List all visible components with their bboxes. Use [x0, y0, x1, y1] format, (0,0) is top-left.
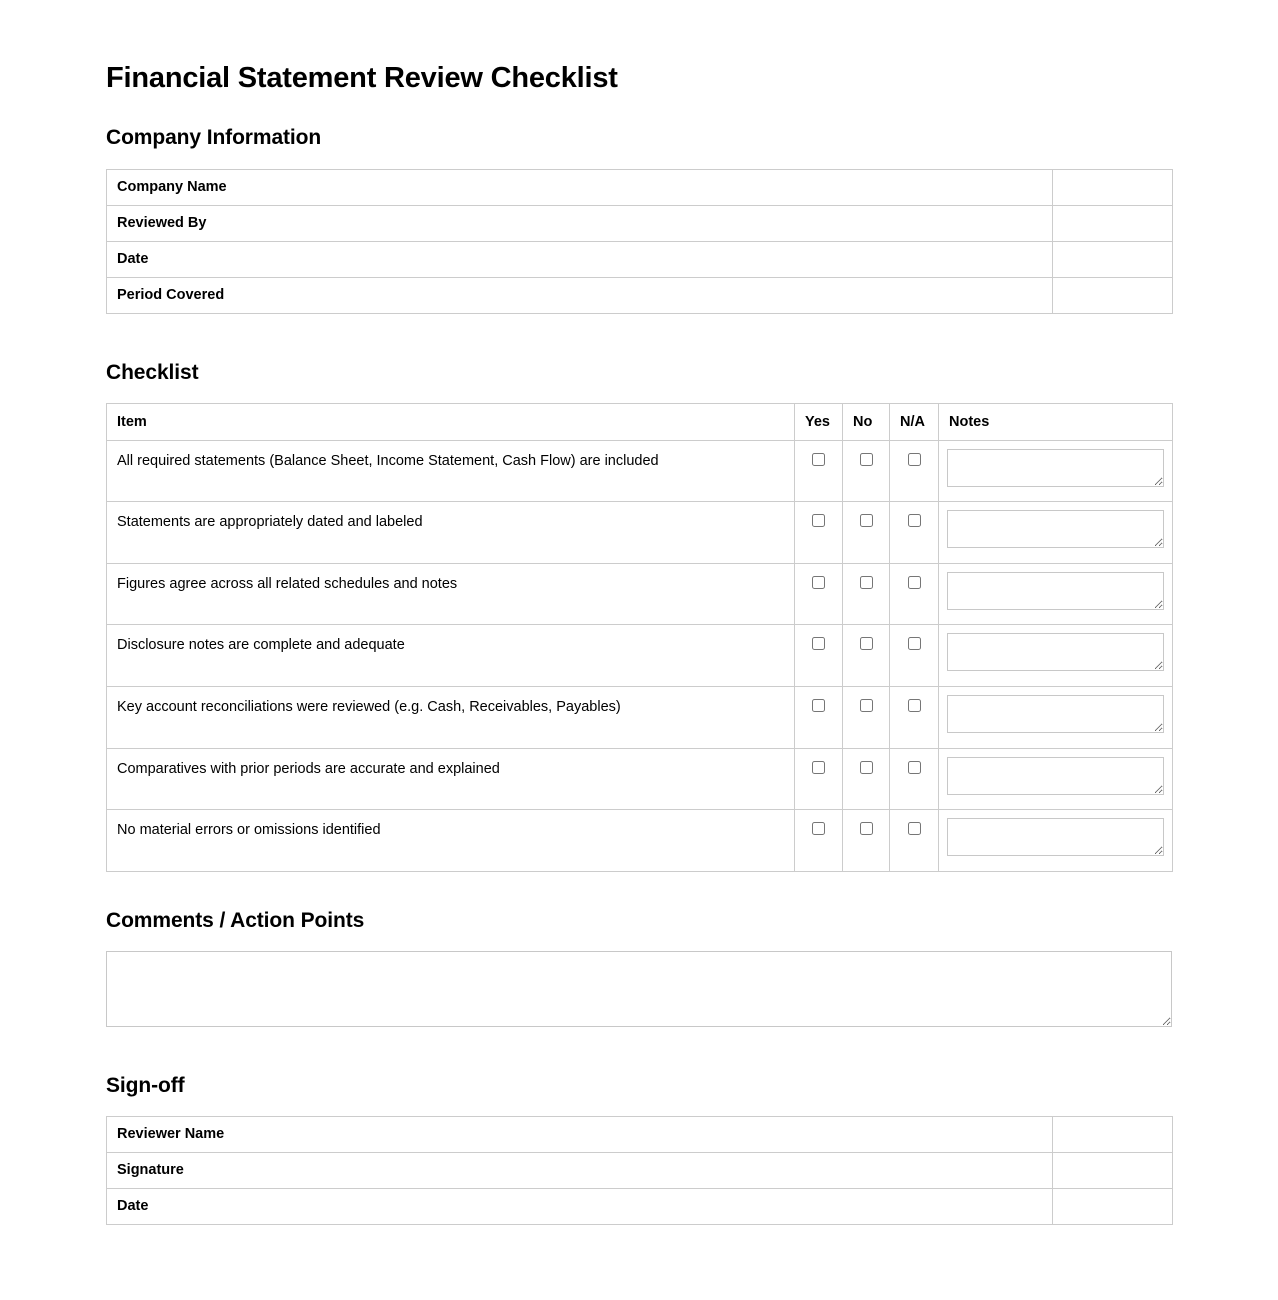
table-row: [107, 625, 1173, 687]
checklist-table-head: [107, 403, 1173, 440]
checkbox-yes-cell: [795, 625, 843, 687]
notes-cell: [939, 748, 1173, 810]
table-header-row: [107, 403, 1173, 440]
notes-cell: [939, 810, 1173, 872]
signoff-date-label: Date: [107, 1189, 1053, 1225]
spacer: [106, 314, 1172, 360]
spacer: [106, 1027, 1172, 1073]
checkbox-na-cell: [890, 810, 939, 872]
checkbox-na-cell: [890, 502, 939, 564]
checkbox-no-cell: [843, 440, 890, 502]
note-textarea[interactable]: [947, 572, 1164, 610]
company-name-value[interactable]: [1053, 169, 1173, 205]
spacer: [106, 872, 1172, 908]
comments-textarea[interactable]: [106, 951, 1172, 1027]
comments-field-wrapper: [106, 951, 1172, 1027]
checklist-table-body: [107, 440, 1173, 871]
checklist-item-label: Disclosure notes are complete and adequate: [107, 625, 795, 687]
checkbox-na[interactable]: [908, 514, 921, 527]
checkbox-no-cell: [843, 810, 890, 872]
checkbox-no[interactable]: [860, 637, 873, 650]
checkbox-no-cell: [843, 502, 890, 564]
checkbox-no-cell: [843, 625, 890, 687]
checkbox-yes[interactable]: [812, 699, 825, 712]
signoff-heading: Sign-off: [106, 1073, 185, 1097]
table-row: [107, 205, 1173, 241]
notes-cell: [939, 625, 1173, 687]
checkbox-yes[interactable]: [812, 761, 825, 774]
reviewer-name-value[interactable]: [1053, 1117, 1173, 1153]
checkbox-yes-cell: [795, 810, 843, 872]
table-row: [107, 277, 1173, 313]
table-row: [107, 502, 1173, 564]
checkbox-na-cell: [890, 440, 939, 502]
company-information-heading: Company Information: [106, 126, 322, 150]
checklist-heading: Checklist: [106, 360, 199, 384]
column-header-yes: Yes: [795, 403, 843, 440]
checkbox-yes-cell: [795, 686, 843, 748]
notes-cell: [939, 502, 1173, 564]
checklist-item-label: No material errors or omissions identified: [107, 810, 795, 872]
date-value[interactable]: [1053, 241, 1173, 277]
checkbox-na[interactable]: [908, 637, 921, 650]
column-header-item: Item: [107, 403, 795, 440]
checkbox-no[interactable]: [860, 699, 873, 712]
checkbox-no[interactable]: [860, 514, 873, 527]
table-row: [107, 440, 1173, 502]
checkbox-na-cell: [890, 563, 939, 625]
checkbox-na-cell: [890, 748, 939, 810]
checkbox-no[interactable]: [860, 453, 873, 466]
reviewer-name-label: Reviewer Name: [107, 1117, 1053, 1153]
column-header-na: N/A: [890, 403, 939, 440]
note-textarea[interactable]: [947, 633, 1164, 671]
comments-heading: Comments / Action Points: [106, 908, 365, 932]
signature-value[interactable]: [1053, 1153, 1173, 1189]
checkbox-no-cell: [843, 748, 890, 810]
note-textarea[interactable]: [947, 757, 1164, 795]
table-row: [107, 1189, 1173, 1225]
checklist-item-label: Statements are appropriately dated and labeled: [107, 502, 795, 564]
notes-cell: [939, 563, 1173, 625]
column-header-no: No: [843, 403, 890, 440]
checkbox-na[interactable]: [908, 453, 921, 466]
checkbox-no[interactable]: [860, 822, 873, 835]
checkbox-yes[interactable]: [812, 637, 825, 650]
checkbox-yes[interactable]: [812, 514, 825, 527]
table-row: [107, 686, 1173, 748]
note-textarea[interactable]: [947, 449, 1164, 487]
column-header-notes: Notes: [939, 403, 1173, 440]
checkbox-na-cell: [890, 686, 939, 748]
checkbox-na-cell: [890, 625, 939, 687]
page-title: Financial Statement Review Checklist: [106, 62, 618, 94]
checkbox-yes-cell: [795, 440, 843, 502]
checkbox-yes[interactable]: [812, 453, 825, 466]
date-label: Date: [107, 241, 1053, 277]
table-row: [107, 563, 1173, 625]
reviewed-by-label: Reviewed By: [107, 205, 1053, 241]
reviewed-by-value[interactable]: [1053, 205, 1173, 241]
signature-label: Signature: [107, 1153, 1053, 1189]
table-row: [107, 169, 1173, 205]
notes-cell: [939, 440, 1173, 502]
period-covered-value[interactable]: [1053, 277, 1173, 313]
table-row: [107, 241, 1173, 277]
signoff-table-body: [107, 1117, 1173, 1225]
table-row: [107, 1117, 1173, 1153]
checkbox-no-cell: [843, 686, 890, 748]
checkbox-na[interactable]: [908, 822, 921, 835]
checkbox-yes[interactable]: [812, 822, 825, 835]
table-row: [107, 748, 1173, 810]
note-textarea[interactable]: [947, 695, 1164, 733]
checkbox-yes-cell: [795, 502, 843, 564]
checkbox-yes[interactable]: [812, 576, 825, 589]
checkbox-yes-cell: [795, 563, 843, 625]
checklist-item-label: Figures agree across all related schedules and notes: [107, 563, 795, 625]
notes-cell: [939, 686, 1173, 748]
period-covered-label: Period Covered: [107, 277, 1053, 313]
checkbox-na[interactable]: [908, 699, 921, 712]
checklist-item-label: Comparatives with prior periods are accurate and explained: [107, 748, 795, 810]
checkbox-no[interactable]: [860, 576, 873, 589]
signoff-date-value[interactable]: [1053, 1189, 1173, 1225]
checkbox-no[interactable]: [860, 761, 873, 774]
checkbox-yes-cell: [795, 748, 843, 810]
company-information-table: [106, 169, 1173, 314]
checkbox-na[interactable]: [908, 761, 921, 774]
signoff-table: [106, 1116, 1173, 1225]
company-information-body: [107, 169, 1173, 313]
note-textarea[interactable]: [947, 818, 1164, 856]
table-row: [107, 1153, 1173, 1189]
checklist-item-label: All required statements (Balance Sheet, Income Statement, Cash Flow) are included: [107, 440, 795, 502]
checkbox-no-cell: [843, 563, 890, 625]
checklist-table: [106, 403, 1173, 872]
table-row: [107, 810, 1173, 872]
checklist-item-label: Key account reconciliations were reviewed (e.g. Cash, Receivables, Payables): [107, 686, 795, 748]
note-textarea[interactable]: [947, 510, 1164, 548]
checkbox-na[interactable]: [908, 576, 921, 589]
company-name-label: Company Name: [107, 169, 1053, 205]
